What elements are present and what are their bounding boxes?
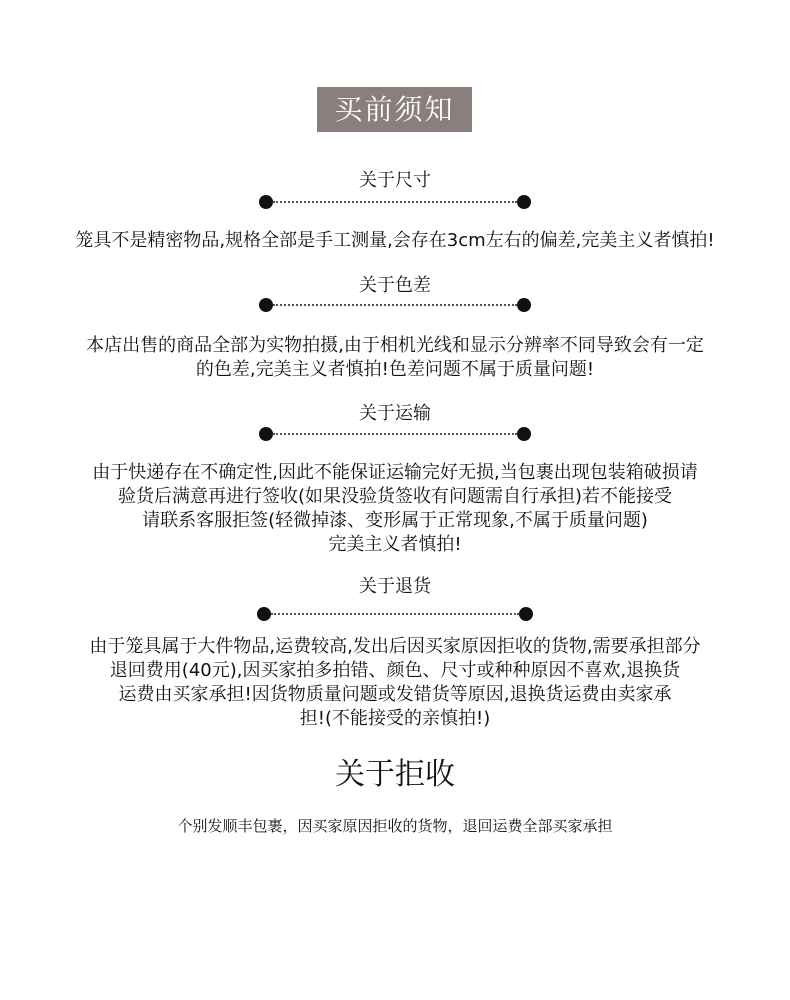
divider-dot-icon: [519, 607, 533, 621]
body-line: 笼具不是精密物品,规格全部是手工测量,会存在3cm左右的偏差,完美主义者慎拍!: [75, 230, 715, 251]
section-divider-color: [259, 298, 531, 312]
section-heading-size: 关于尺寸: [359, 170, 431, 191]
divider-dot-icon: [259, 427, 273, 441]
body-line: 的色差,完美主义者慎拍!色差问题不属于质量问题!: [195, 359, 595, 380]
section-heading-color: 关于色差: [359, 275, 431, 296]
dotted-line: [273, 433, 517, 435]
dotted-line: [271, 613, 519, 615]
dotted-line: [273, 201, 517, 203]
divider-dot-icon: [259, 298, 273, 312]
page-title: 买前须知: [317, 87, 472, 132]
refusal-heading: 关于拒收: [335, 757, 455, 792]
section-body-returns: [20, 635, 770, 731]
divider-dot-icon: [257, 607, 271, 621]
body-line: 请联系客服拒签(轻微掉漆、变形属于正常现象,不属于质量问题): [142, 510, 648, 531]
body-line: 由于笼具属于大件物品,运费较高,发出后因买家原因拒收的货物,需要承担部分: [89, 636, 701, 657]
body-line: 退回费用(40元),因买家拍多拍错、颜色、尺寸或种种原因不喜欢,退换货: [109, 660, 681, 681]
body-line: 由于快递存在不确定性,因此不能保证运输完好无损,当包裹出现包装箱破损请: [92, 462, 698, 483]
dotted-line: [273, 304, 517, 306]
section-divider-returns: [257, 607, 533, 621]
body-line: 运费由买家承担!因货物质量问题或发错货等原因,退换货运费由卖家承: [118, 684, 672, 705]
body-line: 验货后满意再进行签收(如果没验货签收有问题需自行承担)若不能接受: [117, 486, 673, 507]
body-line: 本店出售的商品全部为实物拍摄,由于相机光线和显示分辨率不同导致会有一定: [86, 335, 704, 356]
section-heading-shipping: 关于运输: [359, 403, 431, 424]
section-heading-returns: 关于退货: [359, 576, 431, 597]
section-body-color: [20, 334, 770, 382]
section-divider-shipping: [259, 427, 531, 441]
refusal-note: 个别发顺丰包裹，因买家原因拒收的货物，退回运费全部买家承担: [177, 817, 613, 835]
section-body-size: [20, 229, 770, 253]
divider-dot-icon: [517, 195, 531, 209]
section-divider-size: [259, 195, 531, 209]
divider-dot-icon: [517, 298, 531, 312]
divider-dot-icon: [517, 427, 531, 441]
body-line: 担!(不能接受的亲慎拍!): [299, 708, 491, 729]
divider-dot-icon: [259, 195, 273, 209]
body-line: 完美主义者慎拍!: [328, 534, 462, 555]
section-body-shipping: [20, 461, 770, 557]
